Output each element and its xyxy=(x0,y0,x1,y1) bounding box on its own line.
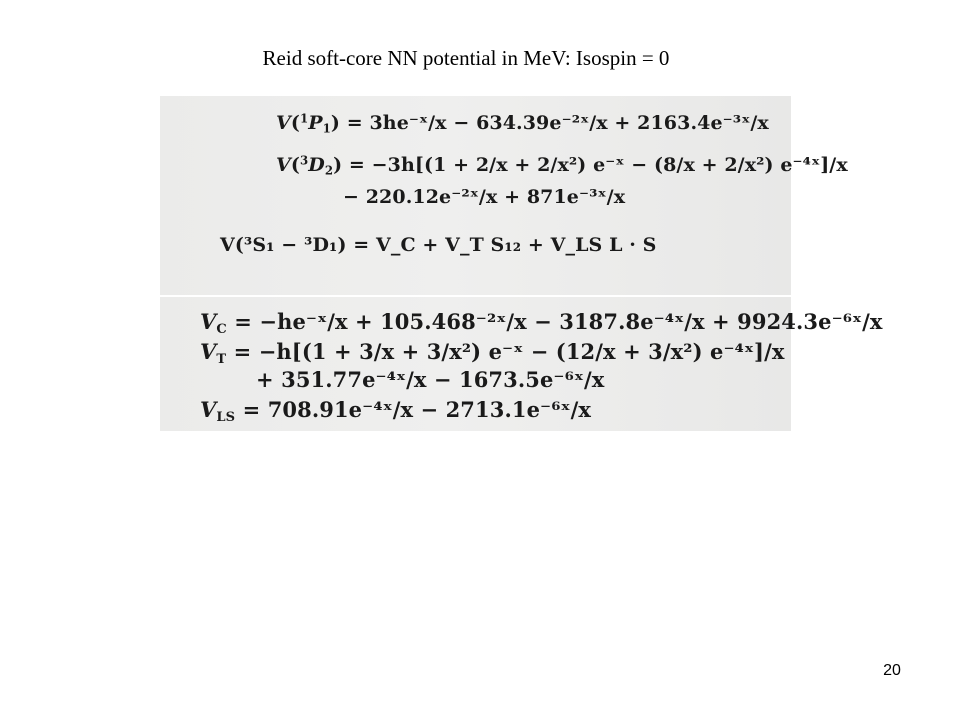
equation-vls: $V_{LS}$ = 708.91e⁻⁴ˣ/x − 2713.1e⁻⁶ˣ/x xyxy=(200,397,591,425)
equation-v-1p1: $V(^1P_1)$ = 3he⁻ˣ/x − 634.39e⁻²ˣ/x + 2163.4e⁻³ˣ/x xyxy=(276,111,769,136)
page-number: 20 xyxy=(883,662,901,679)
equation-image-bottom xyxy=(160,297,883,431)
slide-title: Reid soft-core NN potential in MeV: Isospin = 0 xyxy=(262,46,670,70)
equation-v-3d2-line1: $V(^3D_2) = -3h[(1 + 2/x + 2/x^2)$ e⁻ˣ − (8/x + 2/x²) e⁻⁴ˣ]/x xyxy=(276,153,848,178)
equation-vc: $V_C$ = −he⁻ˣ/x + 105.468⁻²ˣ/x − 3187.8e⁻⁴ˣ/x + 9924.3e⁻⁶ˣ/x xyxy=(200,309,883,337)
equation-vt-line1: $V_T = -h[(1 + 3/x + 3/x^2)$ e⁻ˣ − (12/x + 3/x²) e⁻⁴ˣ]/x xyxy=(200,339,785,367)
equation-v-3s1-3d1: V(³S₁ − ³D₁) = V_C + V_T S₁₂ + V_LS L · S xyxy=(220,234,657,256)
equation-v-3d2-line2: − 220.12e⁻²ˣ/x + 871e⁻³ˣ/x xyxy=(343,186,626,208)
equation-image-top xyxy=(160,96,848,295)
equation-vt-line2: + 351.77e⁻⁴ˣ/x − 1673.5e⁻⁶ˣ/x xyxy=(256,367,605,392)
